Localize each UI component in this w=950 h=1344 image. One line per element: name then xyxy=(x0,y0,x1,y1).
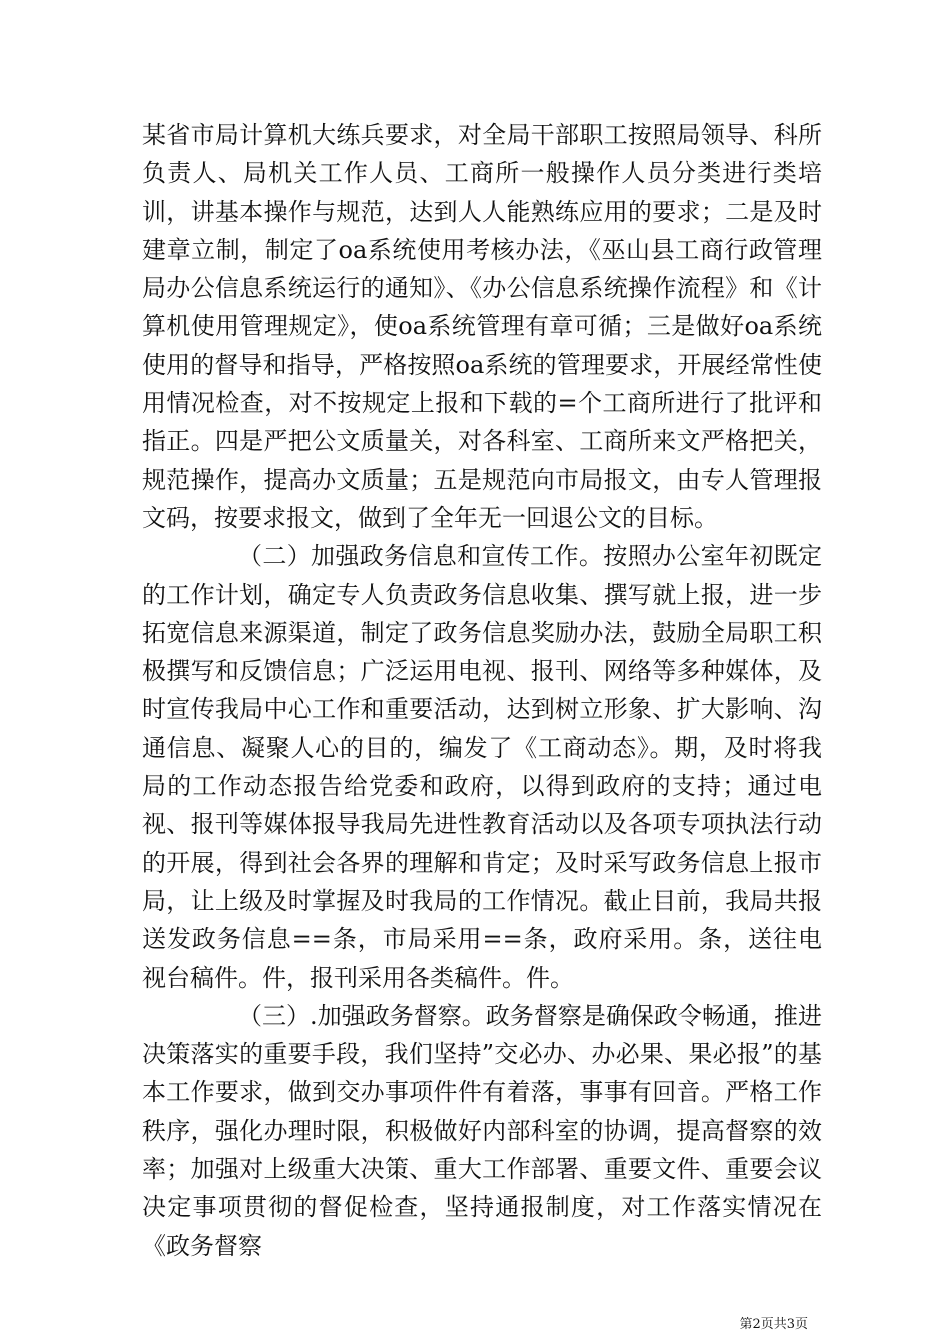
paragraph-government-supervision: （三）.加强政务督察。政务督察是确保政令畅通，推进决策落实的重要手段，我们坚持”交必办、办必果、果必报”的基本工作要求，做到交办事项件件有着落，事事有回音。严格工作秩序，强化办理时限，积极做好内部科室的协调，提高督察的效率；加强对上级重大决策、重大工作部署、重要文件、重要会议决定事项贯彻的督促检查，坚持通报制度，对工作落实情况在《政务督察 xyxy=(142,1001,822,1260)
document-body xyxy=(142,116,822,1265)
paragraph-government-info: （二）加强政务信息和宣传工作。按照办公室年初既定的工作计划，确定专人负责政务信息收集、撰写就上报，进一步拓宽信息来源渠道，制定了政务信息奖励办法，鼓励全局职工积极撰写和反馈信息；广泛运用电视、报刊、网络等多种媒体，及时宣传我局中心工作和重要活动，达到树立形象、扩大影响、沟通信息、凝聚人心的目的，编发了《工商动态》。期，及时将我局的工作动态报告给党委和政府，以得到政府的支持；通过电视、报刊等媒体报导我局先进性教育活动以及各项专项执法行动的开展，得到社会各界的理解和肯定；及时采写政务信息上报市局，让上级及时掌握及时我局的工作情况。截止目前，我局共报送发政务信息==条，市局采用==条，政府采用。条，送往电视台稿件。件，报刊采用各类稿件。件。 xyxy=(142,542,822,992)
page-number: 第2页共3页 xyxy=(739,1317,808,1332)
paragraph-computer-training: 某省市局计算机大练兵要求，对全局干部职工按照局领导、科所负责人、局机关工作人员、工商所一般操作人员分类进行类培训，讲基本操作与规范，达到人人能熟练应用的要求；二是及时建章立制，制定了oa系统使用考核办法，《巫山县工商行政管理局办公信息系统运行的通知》、《办公信息系统操作流程》和《计算机使用管理规定》，使oa系统管理有章可循；三是做好oa系统使用的督导和指导，严格按照oa系统的管理要求，开展经常性使用情况检查，对不按规定上报和下载的=个工商所进行了批评和指正。四是严把公文质量关，对各科室、工商所来文严格把关，规范操作，提高办文质量；五是规范向市局报文，由专人管理报文码，按要求报文，做到了全年无一回退公文的目标。 xyxy=(142,121,822,532)
